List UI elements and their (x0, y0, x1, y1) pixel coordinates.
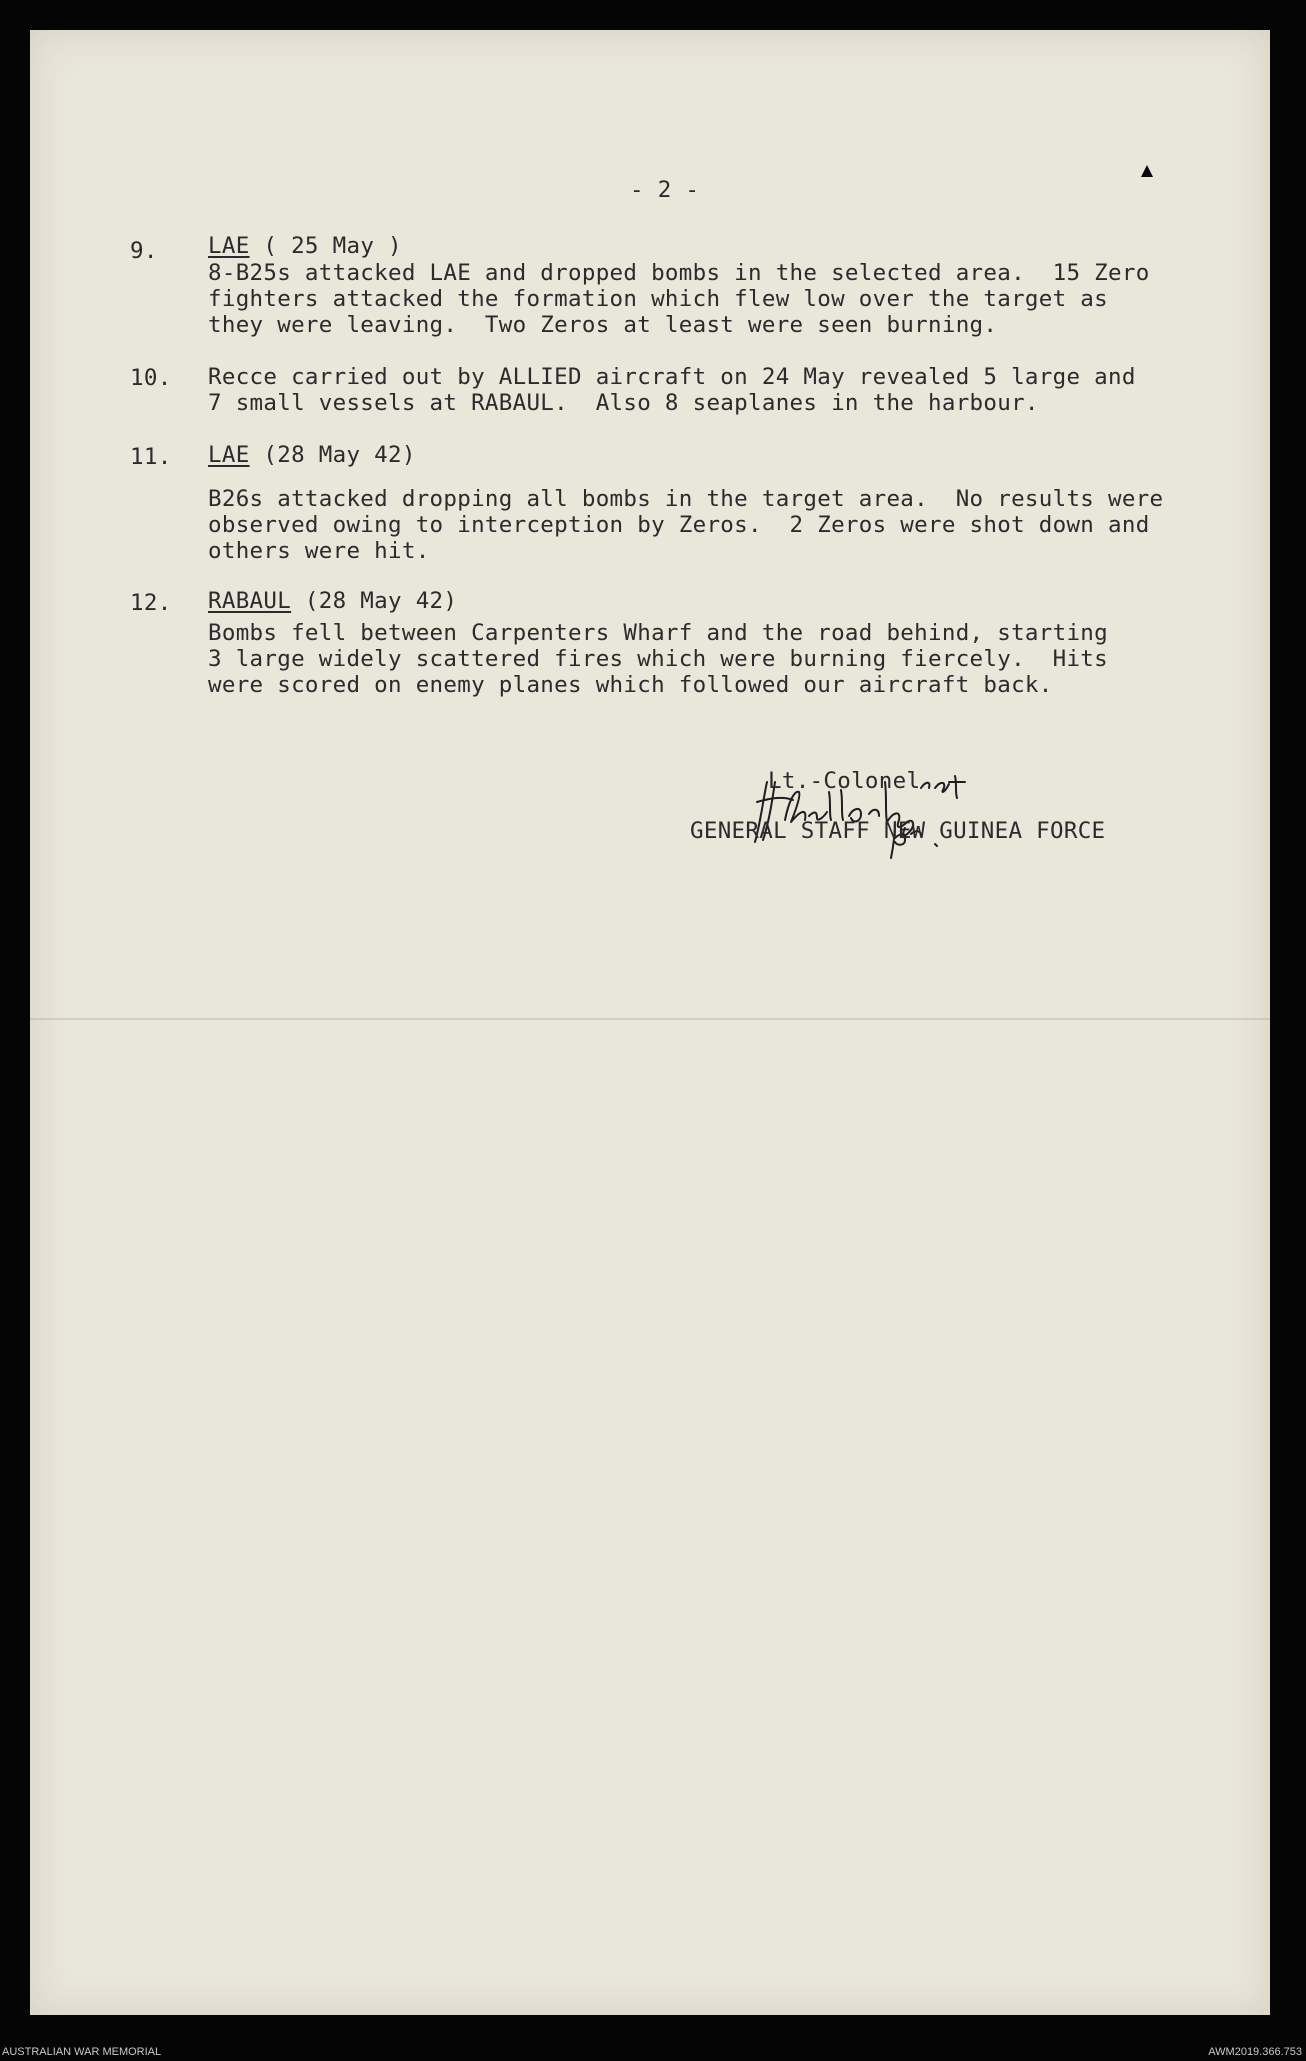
item-place: LAE (208, 442, 250, 468)
item-body-line: they were leaving. Two Zeros at least were seen burning. (208, 312, 998, 338)
item-body-line: observed owing to interception by Zeros. 2 Zeros were shot down and (208, 512, 1150, 538)
item-heading (208, 442, 416, 468)
document-page (30, 30, 1270, 2015)
signatory-unit: GENERAL STAFF NEW GUINEA FORCE (690, 818, 1106, 844)
item-body-line: Bombs fell between Carpenters Wharf and the road behind, starting (208, 620, 1108, 646)
item-heading (208, 233, 402, 259)
item-date: (28 May 42) (291, 588, 458, 614)
item-body-line: were scored on enemy planes which followed our aircraft back. (208, 672, 1053, 698)
item-date: ( 25 May ) (249, 233, 402, 259)
footer-archive-name: AUSTRALIAN WAR MEMORIAL (2, 2046, 162, 2058)
item-body-line: fighters attacked the formation which flew low over the target as (208, 286, 1108, 312)
page-number: - 2 - (630, 177, 700, 203)
item-number: 12. (130, 590, 172, 616)
item-heading (208, 588, 457, 614)
footer-accession-number: AWM2019.366.753 (1208, 2046, 1302, 2058)
item-number: 9. (130, 238, 158, 264)
item-number: 10. (130, 365, 172, 391)
item-body-line: B26s attacked dropping all bombs in the target area. No results were (208, 486, 1164, 512)
item-place: RABAUL (208, 588, 292, 614)
item-body-line: Recce carried out by ALLIED aircraft on 24 May revealed 5 large and (208, 364, 1136, 390)
item-place: LAE (208, 233, 250, 259)
item-body-line: 7 small vessels at RABAUL. Also 8 seaplanes in the harbour. (208, 390, 1039, 416)
item-date: (28 May 42) (249, 442, 416, 468)
item-number: 11. (130, 444, 172, 470)
item-body-line: 3 large widely scattered fires which were burning fiercely. Hits (208, 646, 1108, 672)
item-body-line: 8-B25s attacked LAE and dropped bombs in the selected area. 15 Zero (208, 260, 1150, 286)
punch-hole-icon (1139, 163, 1155, 179)
signatory-title: Lt.-Colonel (768, 768, 921, 794)
item-body-line: others were hit. (208, 538, 430, 564)
